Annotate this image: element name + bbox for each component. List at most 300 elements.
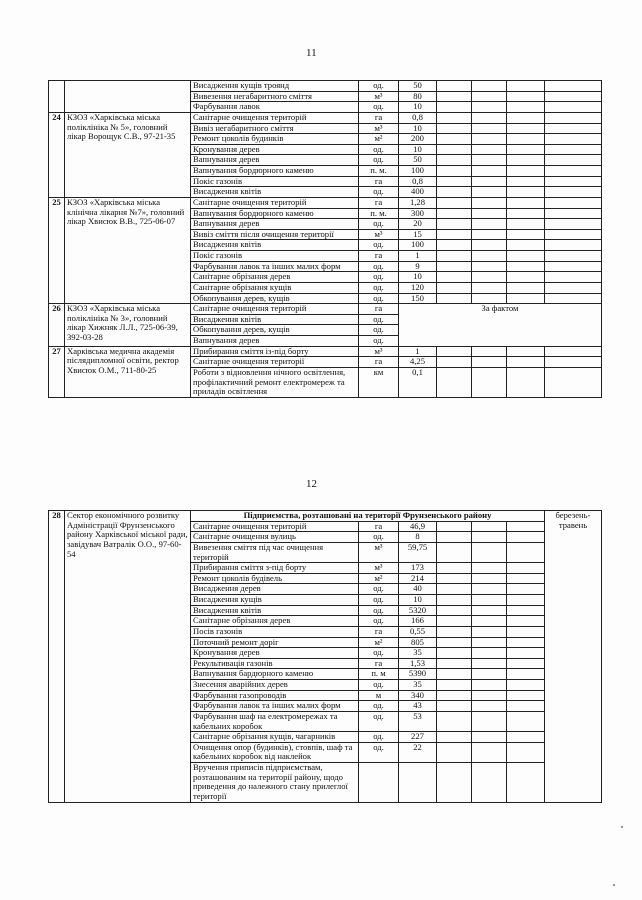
empty-cell: [472, 134, 507, 145]
empty-cell: [472, 112, 507, 123]
empty-cell: [437, 219, 472, 230]
empty-cell: [472, 229, 507, 240]
work-item: Фарбування газопроводів: [191, 690, 359, 701]
unit-cell: га: [359, 658, 399, 669]
empty-cell: [472, 763, 507, 803]
unit-cell: га: [359, 626, 399, 637]
empty-cell: [507, 690, 545, 701]
unit-cell: га: [359, 357, 399, 368]
work-item: Кронування дерев: [191, 648, 359, 659]
quantity-cell: 50: [399, 155, 437, 166]
work-item: Вапнування дерев: [191, 155, 359, 166]
quantity-cell: 340: [399, 690, 437, 701]
unit-cell: [359, 763, 399, 803]
quantity-cell: 59,75: [399, 542, 437, 562]
quantity-cell: 1,53: [399, 658, 437, 669]
work-item: Санітарне очищення територій: [191, 304, 359, 315]
empty-cell: [507, 229, 545, 240]
empty-cell: [472, 742, 507, 762]
empty-cell: [507, 367, 545, 397]
unit-cell: км: [359, 367, 399, 397]
empty-cell: [507, 521, 545, 532]
empty-cell: [545, 346, 602, 357]
unit-cell: м²: [359, 637, 399, 648]
empty-cell: [437, 637, 472, 648]
unit-cell: од.: [359, 584, 399, 595]
work-item: Вапнування дерев: [191, 336, 359, 347]
empty-cell: [507, 282, 545, 293]
work-item: Обкопування дерев, кущів: [191, 293, 359, 304]
quantity-cell: 166: [399, 616, 437, 627]
empty-cell: [507, 166, 545, 177]
empty-cell: [507, 532, 545, 543]
quantity-cell: 10: [399, 595, 437, 606]
empty-cell: [545, 229, 602, 240]
empty-cell: [472, 357, 507, 368]
empty-cell: [507, 144, 545, 155]
quantity-cell: 22: [399, 742, 437, 762]
work-item: Рекультивація газонів: [191, 658, 359, 669]
empty-cell: [472, 584, 507, 595]
quantity-cell: 1: [399, 346, 437, 357]
quantity-cell: 400: [399, 187, 437, 198]
empty-cell: [472, 521, 507, 532]
empty-cell: [545, 357, 602, 368]
empty-cell: [472, 251, 507, 262]
empty-cell: [507, 81, 545, 92]
continued-org-cell: [65, 81, 191, 113]
work-item: Висадження квітів: [191, 605, 359, 616]
empty-cell: [472, 123, 507, 134]
unit-cell: од.: [359, 732, 399, 743]
unit-cell: од.: [359, 742, 399, 762]
unit-cell: м³: [359, 542, 399, 562]
empty-cell: [507, 711, 545, 731]
empty-cell: [507, 293, 545, 304]
empty-cell: [472, 166, 507, 177]
page-number-12: 12: [306, 478, 317, 490]
work-item: Санітарне очищення територій: [191, 112, 359, 123]
empty-cell: [545, 272, 602, 283]
empty-cell: [437, 542, 472, 562]
empty-cell: [437, 357, 472, 368]
empty-cell: [472, 573, 507, 584]
empty-cell: [507, 732, 545, 743]
empty-cell: [437, 763, 472, 803]
table-row: [49, 81, 602, 92]
work-item: Ремонт цоколів будівель: [191, 573, 359, 584]
quantity-cell: 150: [399, 293, 437, 304]
empty-cell: [545, 261, 602, 272]
quantity-cell: 80: [399, 91, 437, 102]
quantity-cell: 214: [399, 573, 437, 584]
empty-cell: [437, 563, 472, 574]
empty-cell: [545, 187, 602, 198]
unit-cell: га: [359, 176, 399, 187]
quantity-cell: 20: [399, 219, 437, 230]
quantity-cell: 805: [399, 637, 437, 648]
empty-cell: [545, 155, 602, 166]
table-row: [49, 346, 602, 357]
empty-cell: [437, 197, 472, 208]
work-item: Ремонт цоколів будинків: [191, 134, 359, 145]
empty-cell: [437, 240, 472, 251]
quantity-cell: 46,9: [399, 521, 437, 532]
empty-cell: [545, 166, 602, 177]
organization-cell: Сектор економічного розвитку Адміністрації Фрунзенського району Харківської міської ради, завідувач Ватралік О.О., 97-60-54: [65, 511, 191, 803]
work-item: Фарбування лавок та інших малих форм: [191, 701, 359, 712]
work-item: Висадження кущів: [191, 595, 359, 606]
empty-cell: [437, 690, 472, 701]
unit-cell: од.: [359, 336, 399, 347]
empty-cell: [437, 166, 472, 177]
scan-speck: [621, 826, 623, 828]
empty-cell: [437, 626, 472, 637]
empty-cell: [437, 134, 472, 145]
work-item: Висадження квітів: [191, 314, 359, 325]
work-item: Висадження квітів: [191, 187, 359, 198]
empty-cell: [507, 357, 545, 368]
work-item: Вапнування бардюрного каменю: [191, 669, 359, 680]
empty-cell: [507, 573, 545, 584]
empty-cell: [472, 680, 507, 691]
quantity-cell: 100: [399, 166, 437, 177]
empty-cell: [472, 732, 507, 743]
empty-cell: [507, 346, 545, 357]
empty-cell: [507, 658, 545, 669]
empty-cell: [545, 208, 602, 219]
empty-cell: [472, 648, 507, 659]
work-item: Роботи з відновлення нічного освітлення, профілактичний ремонт електромереж та приладів освітлення: [191, 367, 359, 397]
empty-cell: [472, 293, 507, 304]
unit-cell: од.: [359, 219, 399, 230]
empty-cell: [545, 123, 602, 134]
quantity-cell: 0,55: [399, 626, 437, 637]
empty-cell: [472, 626, 507, 637]
work-item: Санітарне обрізання дерев: [191, 616, 359, 627]
works-table-page-12: [48, 510, 602, 803]
empty-cell: [545, 81, 602, 92]
empty-cell: [507, 680, 545, 691]
work-item: Покіс газонів: [191, 251, 359, 262]
empty-cell: [545, 176, 602, 187]
empty-cell: [545, 240, 602, 251]
empty-cell: [437, 521, 472, 532]
unit-cell: од.: [359, 240, 399, 251]
empty-cell: [472, 711, 507, 731]
empty-cell: [437, 282, 472, 293]
table-row: [49, 304, 602, 315]
empty-cell: [472, 690, 507, 701]
unit-cell: од.: [359, 102, 399, 113]
empty-cell: [507, 251, 545, 262]
work-item: Вручення приписів підприємствам, розташованим на території району, щодо приведення до належного стану прилеглої території: [191, 763, 359, 803]
empty-cell: [507, 112, 545, 123]
quantity-cell: 10: [399, 102, 437, 113]
work-item: Посів газонів: [191, 626, 359, 637]
empty-cell: [507, 208, 545, 219]
work-item: Вивіз сміття після очищення території: [191, 229, 359, 240]
empty-cell: [507, 763, 545, 803]
empty-cell: [472, 658, 507, 669]
empty-cell: [437, 112, 472, 123]
unit-cell: од.: [359, 325, 399, 336]
empty-cell: [507, 742, 545, 762]
empty-cell: [545, 91, 602, 102]
unit-cell: од.: [359, 532, 399, 543]
empty-cell: [507, 240, 545, 251]
quantity-cell: 1: [399, 251, 437, 262]
empty-cell: [507, 272, 545, 283]
empty-cell: [507, 123, 545, 134]
empty-cell: [545, 293, 602, 304]
empty-cell: [507, 187, 545, 198]
empty-cell: [507, 637, 545, 648]
quantity-cell: 1,28: [399, 197, 437, 208]
empty-cell: [472, 563, 507, 574]
work-item: Фарбування шаф на електромережах та кабельних коробок: [191, 711, 359, 731]
work-item: Прибирання сміття з-під борту: [191, 563, 359, 574]
work-item: Фарбування лавок: [191, 102, 359, 113]
item-number: 25: [49, 197, 65, 303]
organization-cell: КЗОЗ «Харківська міська клінічна лікарня №7», головний лікар Хвисюк В.В., 725-06-07: [65, 197, 191, 303]
empty-cell: [472, 595, 507, 606]
work-item: Фарбування лавок та інших малих форм: [191, 261, 359, 272]
empty-cell: [507, 176, 545, 187]
work-item: Висадження кущів троянд: [191, 81, 359, 92]
item-number: 27: [49, 346, 65, 397]
empty-cell: [437, 187, 472, 198]
empty-cell: [472, 102, 507, 113]
empty-cell: [545, 251, 602, 262]
quantity-cell: 173: [399, 563, 437, 574]
unit-cell: м³: [359, 346, 399, 357]
empty-cell: [507, 626, 545, 637]
fact-based-note: За фактом: [399, 304, 602, 347]
empty-cell: [472, 367, 507, 397]
empty-cell: [545, 197, 602, 208]
organization-cell: КЗОЗ «Харківська міська поліклініка № 5», головний лікар Ворощук С.В., 97-21-35: [65, 112, 191, 197]
quantity-cell: 10: [399, 272, 437, 283]
unit-cell: п. м.: [359, 166, 399, 177]
empty-cell: [545, 134, 602, 145]
empty-cell: [437, 595, 472, 606]
empty-cell: [472, 261, 507, 272]
work-item: Санітарне очищення території: [191, 357, 359, 368]
empty-cell: [545, 112, 602, 123]
item-number: 24: [49, 112, 65, 197]
empty-cell: [437, 229, 472, 240]
empty-cell: [507, 701, 545, 712]
item-number: 28: [49, 511, 65, 803]
empty-cell: [507, 261, 545, 272]
quantity-cell: 0,8: [399, 112, 437, 123]
unit-cell: од.: [359, 155, 399, 166]
empty-cell: [437, 732, 472, 743]
empty-cell: [507, 155, 545, 166]
empty-cell: [507, 584, 545, 595]
unit-cell: га: [359, 197, 399, 208]
work-item: Покіс газонів: [191, 176, 359, 187]
unit-cell: од.: [359, 605, 399, 616]
empty-cell: [472, 605, 507, 616]
work-item: Вапнування дерев: [191, 219, 359, 230]
unit-cell: од.: [359, 261, 399, 272]
quantity-cell: 0,8: [399, 176, 437, 187]
unit-cell: га: [359, 112, 399, 123]
empty-cell: [507, 91, 545, 102]
empty-cell: [437, 272, 472, 283]
quantity-cell: 9: [399, 261, 437, 272]
quantity-cell: 4,25: [399, 357, 437, 368]
empty-cell: [437, 346, 472, 357]
empty-cell: [507, 595, 545, 606]
empty-cell: [545, 144, 602, 155]
empty-cell: [472, 81, 507, 92]
quantity-cell: 120: [399, 282, 437, 293]
empty-cell: [472, 187, 507, 198]
unit-cell: м³: [359, 123, 399, 134]
empty-cell: [472, 669, 507, 680]
continued-num-cell: [49, 81, 65, 113]
empty-cell: [472, 616, 507, 627]
unit-cell: од.: [359, 282, 399, 293]
unit-cell: од.: [359, 616, 399, 627]
empty-cell: [437, 616, 472, 627]
unit-cell: м²: [359, 134, 399, 145]
page-number-11: 11: [306, 47, 317, 59]
empty-cell: [437, 208, 472, 219]
unit-cell: га: [359, 304, 399, 315]
empty-cell: [507, 102, 545, 113]
empty-cell: [437, 293, 472, 304]
empty-cell: [472, 272, 507, 283]
empty-cell: [472, 197, 507, 208]
quantity-cell: 0,1: [399, 367, 437, 397]
unit-cell: п. м: [359, 669, 399, 680]
works-table-page-11: [48, 80, 602, 398]
scan-speck: [613, 884, 615, 886]
empty-cell: [507, 542, 545, 562]
work-item: Знесення аварійних дерев: [191, 680, 359, 691]
quantity-cell: 100: [399, 240, 437, 251]
quantity-cell: 53: [399, 711, 437, 731]
quantity-cell: [399, 763, 437, 803]
unit-cell: од.: [359, 187, 399, 198]
unit-cell: од.: [359, 595, 399, 606]
work-item: Обкопування дерев, кущів: [191, 325, 359, 336]
empty-cell: [545, 282, 602, 293]
empty-cell: [437, 742, 472, 762]
unit-cell: од.: [359, 314, 399, 325]
quantity-cell: 35: [399, 648, 437, 659]
section-header: Підприємства, розташовані на території Фрунзенського району: [191, 511, 545, 522]
empty-cell: [437, 711, 472, 731]
empty-cell: [437, 144, 472, 155]
empty-cell: [507, 669, 545, 680]
empty-cell: [437, 102, 472, 113]
empty-cell: [507, 563, 545, 574]
table-row: [49, 197, 602, 208]
empty-cell: [545, 219, 602, 230]
empty-cell: [437, 176, 472, 187]
unit-cell: од.: [359, 701, 399, 712]
empty-cell: [472, 542, 507, 562]
work-item: Санітарне обрізання дерев: [191, 272, 359, 283]
empty-cell: [545, 102, 602, 113]
empty-cell: [437, 91, 472, 102]
quantity-cell: 10: [399, 144, 437, 155]
work-item: Висадження дерев: [191, 584, 359, 595]
quantity-cell: 50: [399, 81, 437, 92]
empty-cell: [437, 532, 472, 543]
empty-cell: [437, 81, 472, 92]
work-item: Вивіз негабаритного сміття: [191, 123, 359, 134]
work-item: Вапнування бордюрного каменю: [191, 208, 359, 219]
unit-cell: од.: [359, 680, 399, 691]
organization-cell: КЗОЗ «Харківська міська поліклініка № 3», головний лікар Хижняк Л.Л., 725-06-39, 392-03-28: [65, 304, 191, 347]
quantity-cell: 35: [399, 680, 437, 691]
unit-cell: од.: [359, 81, 399, 92]
unit-cell: п. м.: [359, 208, 399, 219]
empty-cell: [437, 584, 472, 595]
unit-cell: га: [359, 251, 399, 262]
quantity-cell: 300: [399, 208, 437, 219]
empty-cell: [437, 261, 472, 272]
empty-cell: [437, 669, 472, 680]
quantity-cell: 5320: [399, 605, 437, 616]
empty-cell: [472, 208, 507, 219]
unit-cell: га: [359, 521, 399, 532]
empty-cell: [437, 251, 472, 262]
work-item: Санітарне обрізання кущів: [191, 282, 359, 293]
empty-cell: [472, 176, 507, 187]
unit-cell: м: [359, 690, 399, 701]
empty-cell: [507, 648, 545, 659]
empty-cell: [437, 605, 472, 616]
work-item: Вапнування бордюрного каменю: [191, 166, 359, 177]
work-item: Висадження квітів: [191, 240, 359, 251]
work-item: Прибирання сміття із-під борту: [191, 346, 359, 357]
work-item: Поточний ремонт доріг: [191, 637, 359, 648]
quantity-cell: 40: [399, 584, 437, 595]
empty-cell: [437, 701, 472, 712]
work-item: Вивезення негабаритного сміття: [191, 91, 359, 102]
empty-cell: [545, 367, 602, 397]
quantity-cell: 227: [399, 732, 437, 743]
unit-cell: м²: [359, 573, 399, 584]
empty-cell: [472, 346, 507, 357]
unit-cell: м³: [359, 229, 399, 240]
empty-cell: [507, 616, 545, 627]
empty-cell: [507, 197, 545, 208]
unit-cell: м³: [359, 563, 399, 574]
empty-cell: [472, 91, 507, 102]
empty-cell: [437, 155, 472, 166]
empty-cell: [472, 637, 507, 648]
empty-cell: [472, 532, 507, 543]
quantity-cell: 5390: [399, 669, 437, 680]
empty-cell: [437, 658, 472, 669]
quantity-cell: 8: [399, 532, 437, 543]
unit-cell: од.: [359, 711, 399, 731]
work-item: Кронування дерев: [191, 144, 359, 155]
empty-cell: [472, 282, 507, 293]
work-item: Санітарне очищення територій: [191, 197, 359, 208]
unit-cell: м³: [359, 91, 399, 102]
unit-cell: од.: [359, 648, 399, 659]
empty-cell: [472, 701, 507, 712]
